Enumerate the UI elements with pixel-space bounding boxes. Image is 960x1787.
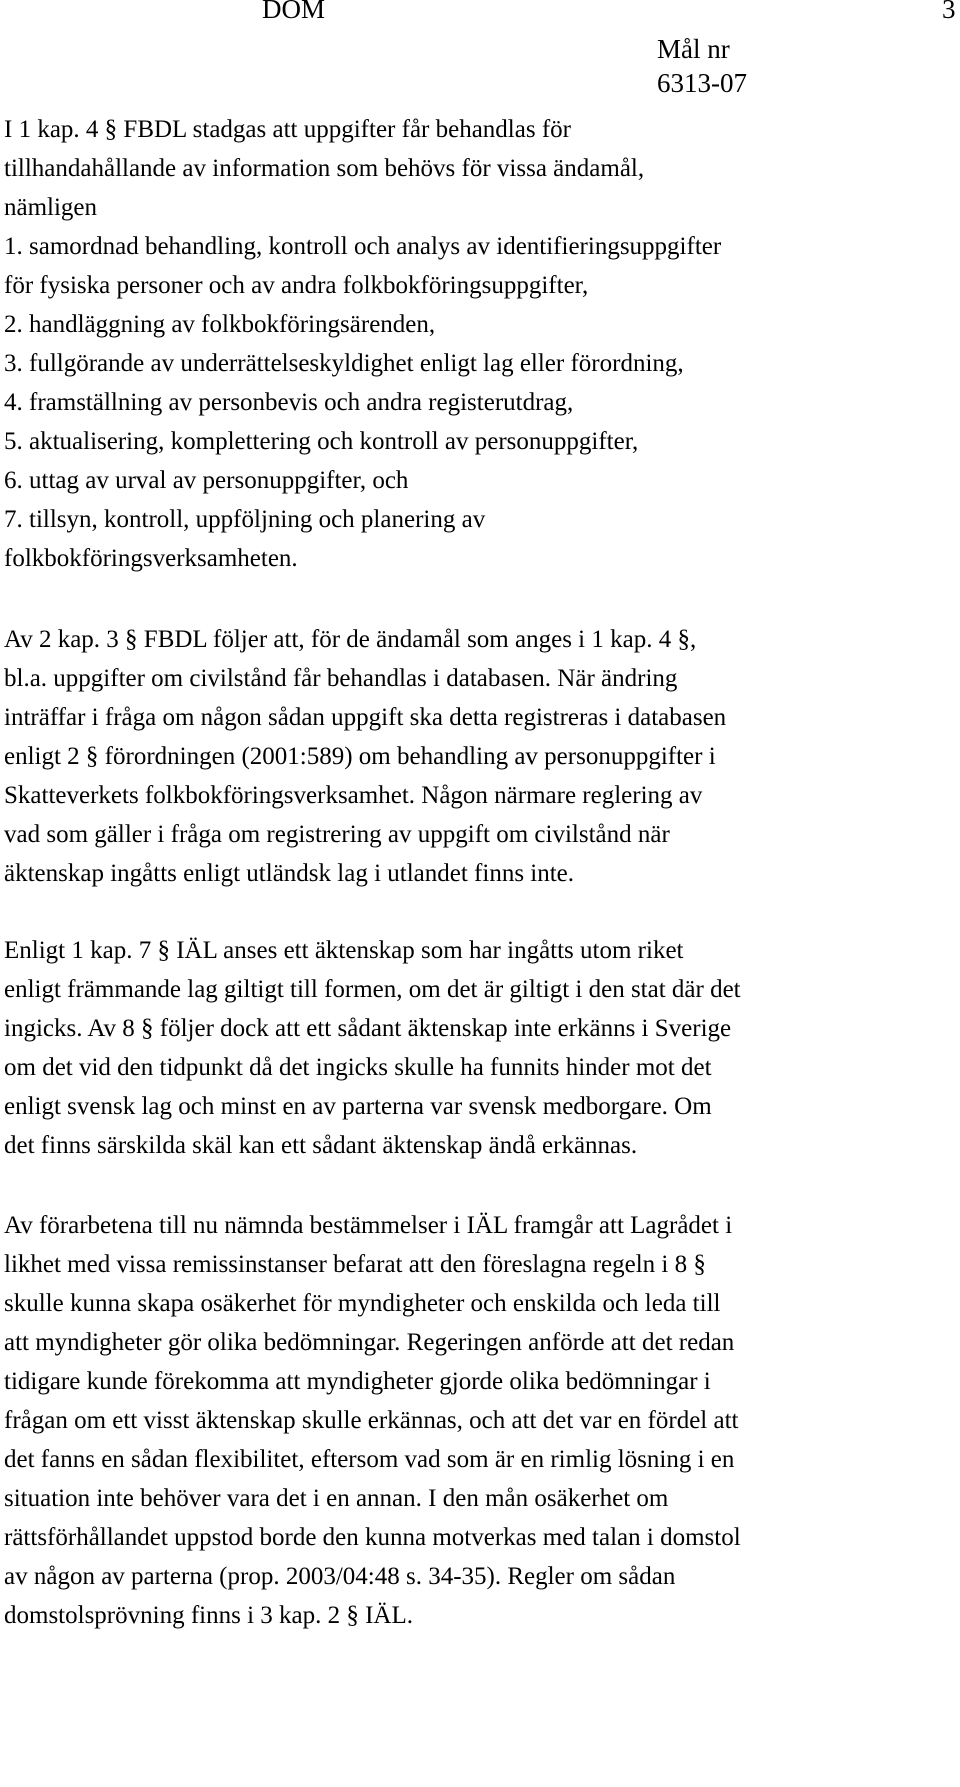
text-line: 1. samordnad behandling, kontroll och analys av identifieringsuppgifter bbox=[4, 233, 722, 260]
case-number-label: Mål nr bbox=[657, 34, 730, 64]
text-line: äktenskap ingåtts enligt utländsk lag i utlandet finns inte. bbox=[4, 860, 575, 887]
text-line: nämligen bbox=[4, 194, 98, 221]
document-type-heading: DOM bbox=[262, 0, 326, 24]
text-line: situation inte behöver vara det i en annan. I den mån osäkerhet om bbox=[4, 1485, 669, 1512]
text-line: frågan om ett visst äktenskap skulle erkännas, och att det var en fördel att bbox=[4, 1407, 739, 1434]
text-line: rättsförhållandet uppstod borde den kunna motverkas med talan i domstol bbox=[4, 1524, 741, 1551]
text-line: Av 2 kap. 3 § FBDL följer att, för de ändamål som anges i 1 kap. 4 §, bbox=[4, 626, 697, 653]
text-line: enligt svensk lag och minst en av parterna var svensk medborgare. Om bbox=[4, 1093, 712, 1120]
text-line: enligt främmande lag giltigt till formen, om det är giltigt i den stat där det bbox=[4, 976, 741, 1003]
text-line: att myndigheter gör olika bedömningar. Regeringen anförde att det redan bbox=[4, 1329, 735, 1356]
text-line: om det vid den tidpunkt då det ingicks skulle ha funnits hinder mot det bbox=[4, 1054, 712, 1081]
text-line: 2. handläggning av folkbokföringsärenden, bbox=[4, 311, 436, 338]
text-line: folkbokföringsverksamheten. bbox=[4, 545, 298, 572]
text-line: 6. uttag av urval av personuppgifter, och bbox=[4, 467, 409, 494]
text-line: det finns särskilda skäl kan ett sådant äktenskap ändå erkännas. bbox=[4, 1132, 638, 1159]
text-line: I 1 kap. 4 § FBDL stadgas att uppgifter får behandlas för bbox=[4, 116, 571, 143]
text-line: skulle kunna skapa osäkerhet för myndigheter och enskilda och leda till bbox=[4, 1290, 721, 1317]
text-line: 5. aktualisering, komplettering och kontroll av personuppgifter, bbox=[4, 428, 639, 455]
text-line: det fanns en sådan flexibilitet, eftersom vad som är en rimlig lösning i en bbox=[4, 1446, 735, 1473]
text-line: Av förarbetena till nu nämnda bestämmelser i IÄL framgår att Lagrådet i bbox=[4, 1212, 733, 1239]
text-line: av någon av parterna (prop. 2003/04:48 s. 34-35). Regler om sådan bbox=[4, 1563, 676, 1590]
text-line: Enligt 1 kap. 7 § IÄL anses ett äktenskap som har ingåtts utom riket bbox=[4, 937, 684, 964]
text-line: för fysiska personer och av andra folkbokföringsuppgifter, bbox=[4, 272, 589, 299]
text-line: bl.a. uppgifter om civilstånd får behandlas i databasen. När ändring bbox=[4, 665, 678, 692]
case-number-value: 6313-07 bbox=[657, 68, 747, 98]
text-line: enligt 2 § förordningen (2001:589) om behandling av personuppgifter i bbox=[4, 743, 716, 770]
text-line: tillhandahållande av information som behövs för vissa ändamål, bbox=[4, 155, 645, 182]
text-line: 7. tillsyn, kontroll, uppföljning och planering av bbox=[4, 506, 486, 533]
text-line: vad som gäller i fråga om registrering av uppgift om civilstånd när bbox=[4, 821, 670, 848]
text-line: 4. framställning av personbevis och andra registerutdrag, bbox=[4, 389, 574, 416]
text-line: inträffar i fråga om någon sådan uppgift ska detta registreras i databasen bbox=[4, 704, 727, 731]
text-line: Skatteverkets folkbokföringsverksamhet. Någon närmare reglering av bbox=[4, 782, 703, 809]
text-line: likhet med vissa remissinstanser befarat att den föreslagna regeln i 8 § bbox=[4, 1251, 706, 1278]
text-line: tidigare kunde förekomma att myndigheter gjorde olika bedömningar i bbox=[4, 1368, 711, 1395]
page-number: 3 bbox=[942, 0, 956, 24]
text-line: 3. fullgörande av underrättelseskyldighet enligt lag eller förordning, bbox=[4, 350, 684, 377]
text-line: ingicks. Av 8 § följer dock att ett sådant äktenskap inte erkänns i Sverige bbox=[4, 1015, 732, 1042]
text-line: domstolsprövning finns i 3 kap. 2 § IÄL. bbox=[4, 1602, 414, 1629]
